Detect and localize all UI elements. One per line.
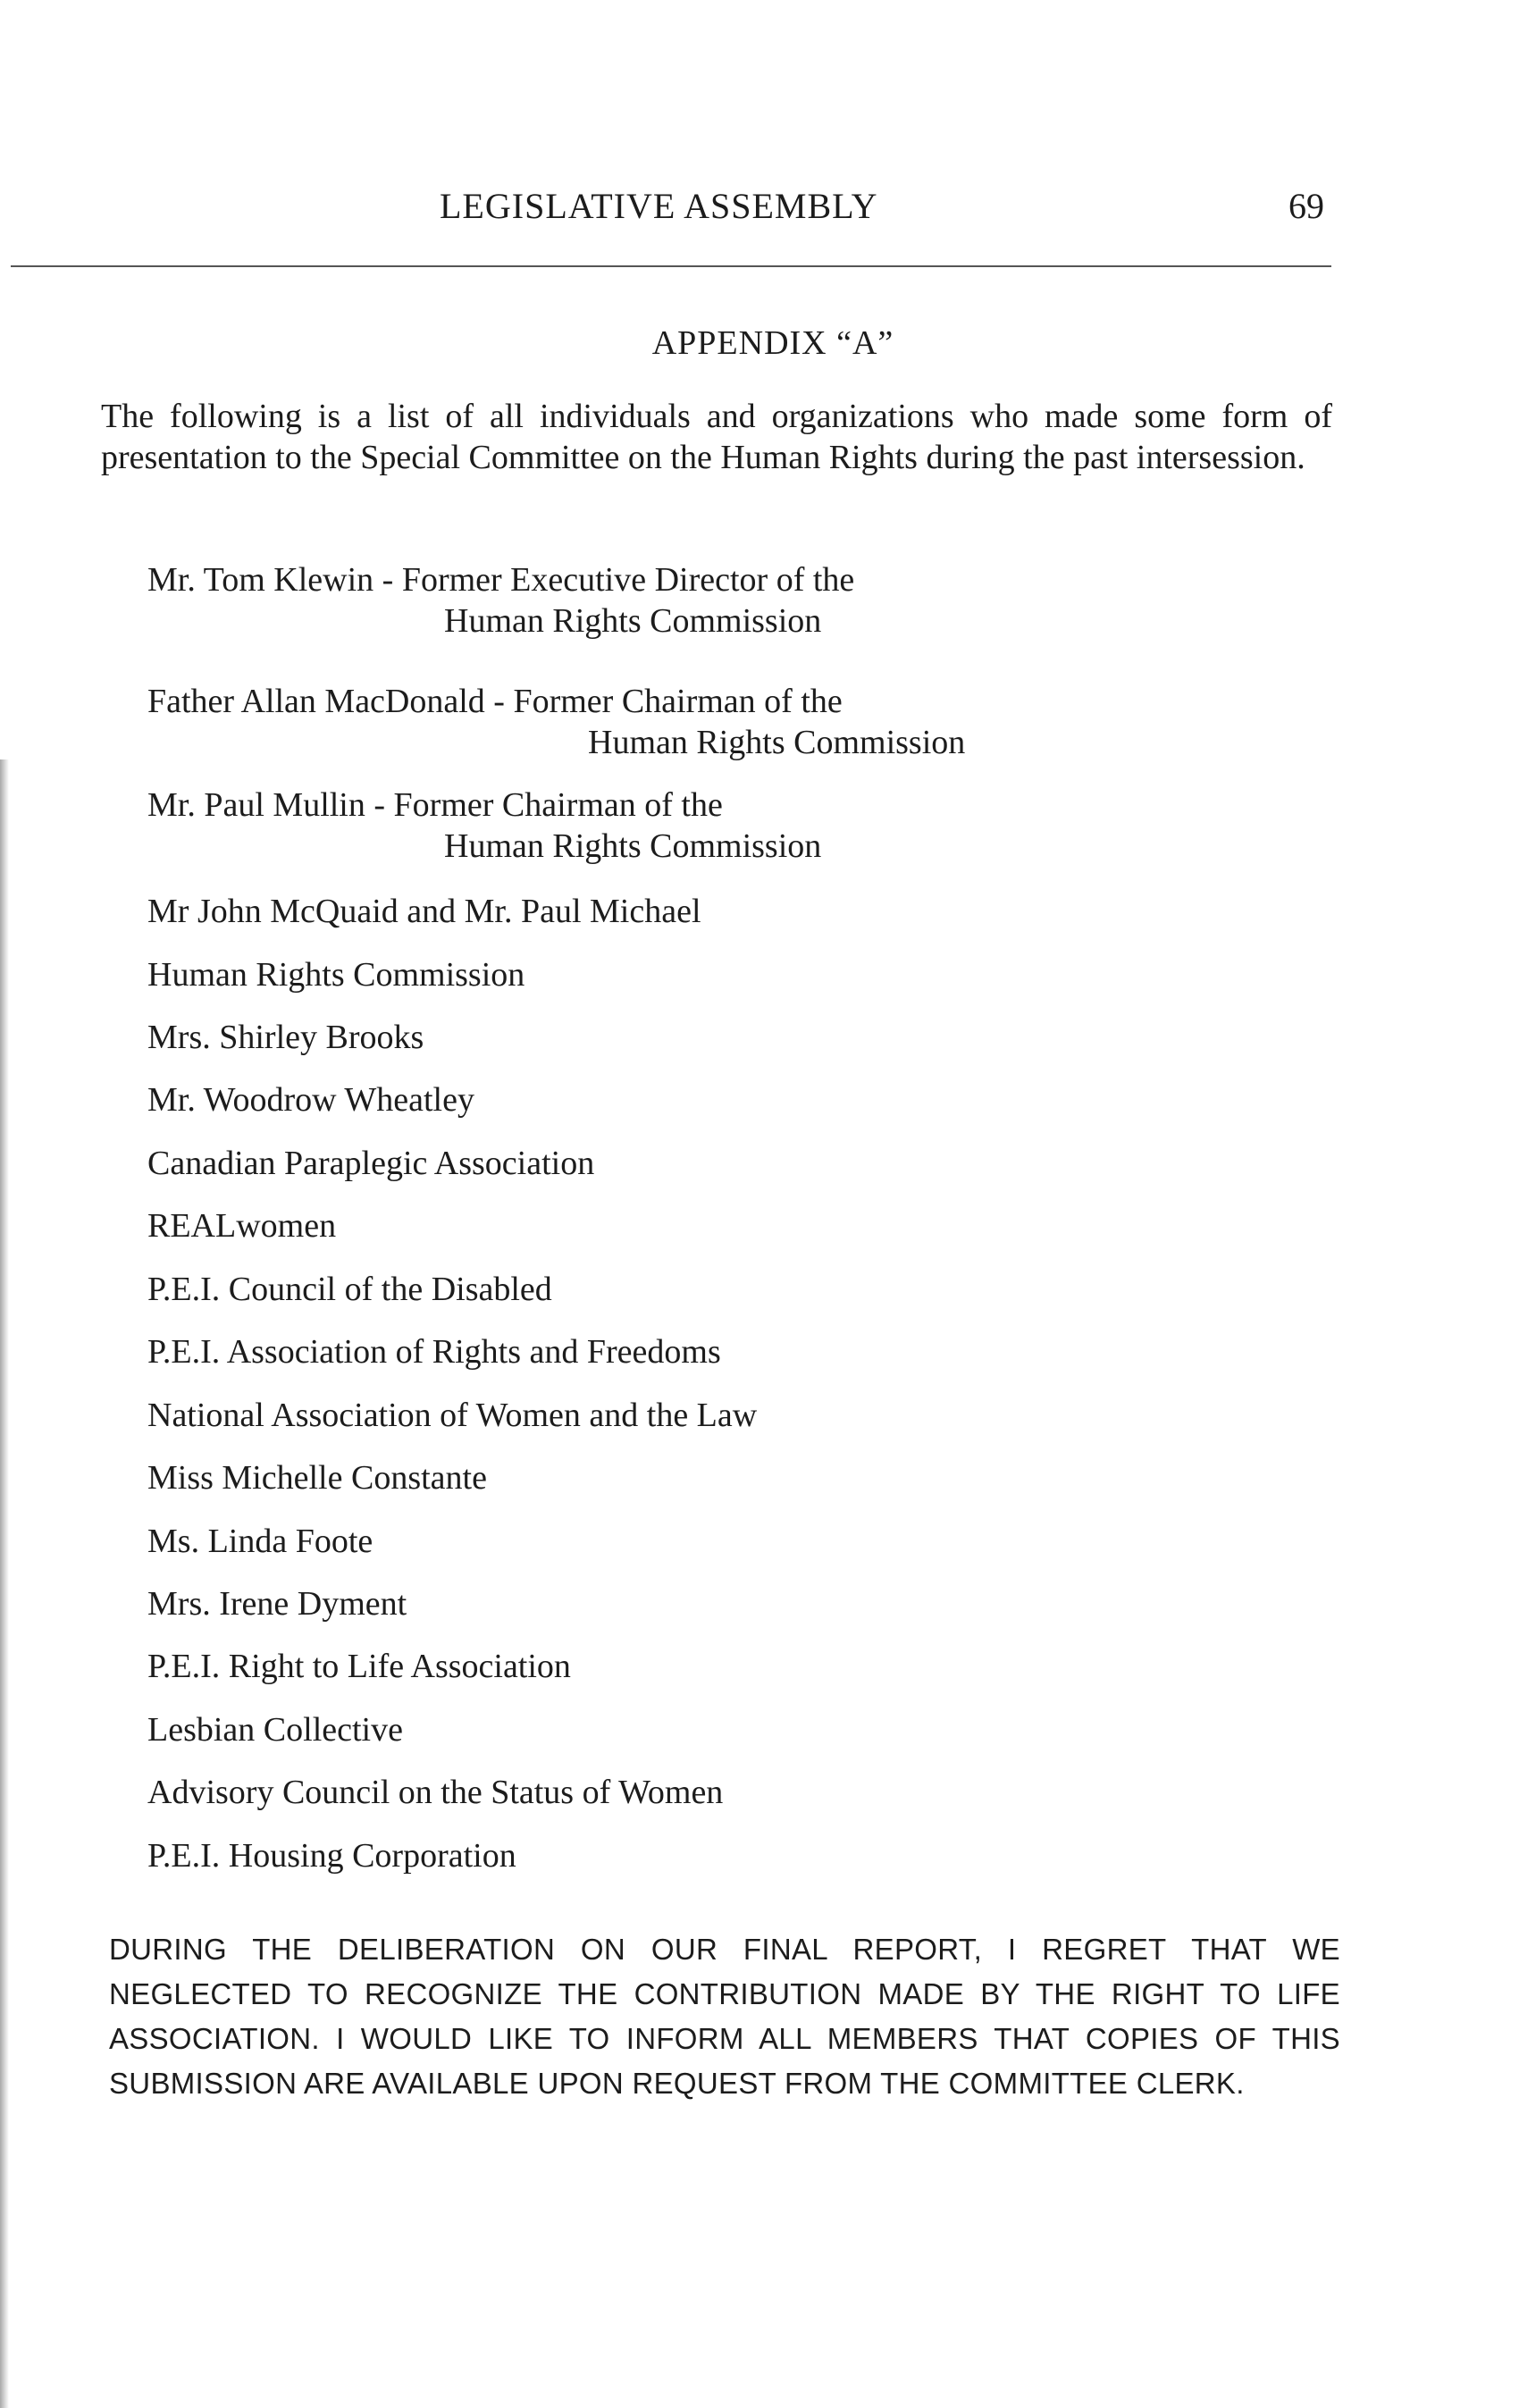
list-item: Lesbian Collective <box>147 1711 403 1749</box>
list-item: Father Allan MacDonald - Former Chairman of the Human Rights Commission <box>147 683 966 761</box>
list-item: P.E.I. Council of the Disabled <box>147 1271 552 1308</box>
intro-paragraph: The following is a list of all individuals and organizations who made some form of presentation to the Special Committee on the Human Rights during the past intersession. <box>101 398 1332 476</box>
presenter-name: Mr. Tom Klewin <box>147 561 374 599</box>
list-item: Mrs. Irene Dyment <box>147 1585 407 1623</box>
presenter-name: Father Allan MacDonald <box>147 683 485 720</box>
presenter-name: Mr. Paul Mullin <box>147 786 365 824</box>
presenter-role-line2: Human Rights Commission <box>444 602 822 640</box>
list-item: Ms. Linda Foote <box>147 1523 373 1560</box>
list-item: REALwomen <box>147 1207 337 1245</box>
running-header <box>0 185 1519 239</box>
appendix-title: APPENDIX “A” <box>651 324 894 362</box>
closing-note: DURING THE DELIBERATION ON OUR FINAL REPORT, I REGRET THAT WE NEGLECTED TO RECOGNIZE THE CONTRIBUTION MADE BY THE RIGHT TO LIFE ASSOCIATION. I WOULD LIKE TO INFORM ALL MEMBERS THAT COPIES OF THIS SUBMISSION ARE AVAILABLE UPON REQUEST FROM THE COMMITTEE CLERK. <box>109 1933 1340 2100</box>
list-item: Miss Michelle Constante <box>147 1459 487 1497</box>
list-item: National Association of Women and the Law <box>147 1397 758 1434</box>
presenter-role-line2: Human Rights Commission <box>588 724 966 761</box>
list-item: Canadian Paraplegic Association <box>147 1145 595 1182</box>
header-rule <box>11 265 1331 267</box>
presenter-role: Former Chairman of the <box>513 683 843 720</box>
list-item: Advisory Council on the Status of Women <box>147 1774 724 1811</box>
list-item: Mr. Tom Klewin - Former Executive Director of the Human Rights Commission <box>147 561 855 640</box>
list-item: Human Rights Commission <box>147 956 525 994</box>
list-item: P.E.I. Right to Life Association <box>147 1648 571 1685</box>
list-item: P.E.I. Association of Rights and Freedoms <box>147 1333 721 1371</box>
list-item: Mr. Paul Mullin - Former Chairman of the Human Rights Commission <box>147 786 822 865</box>
presenter-role: Former Executive Director of the <box>401 561 855 599</box>
list-item: Mrs. Shirley Brooks <box>147 1019 424 1056</box>
presenter-role: Former Chairman of the <box>393 786 723 824</box>
list-item: P.E.I. Housing Corporation <box>147 1837 516 1875</box>
list-item: Mr. Woodrow Wheatley <box>147 1081 474 1119</box>
page-number: 69 <box>1288 186 1324 226</box>
list-item: Mr John McQuaid and Mr. Paul Michael <box>147 893 701 930</box>
header-title: LEGISLATIVE ASSEMBLY <box>440 186 878 226</box>
presenter-role-line2: Human Rights Commission <box>444 827 822 865</box>
